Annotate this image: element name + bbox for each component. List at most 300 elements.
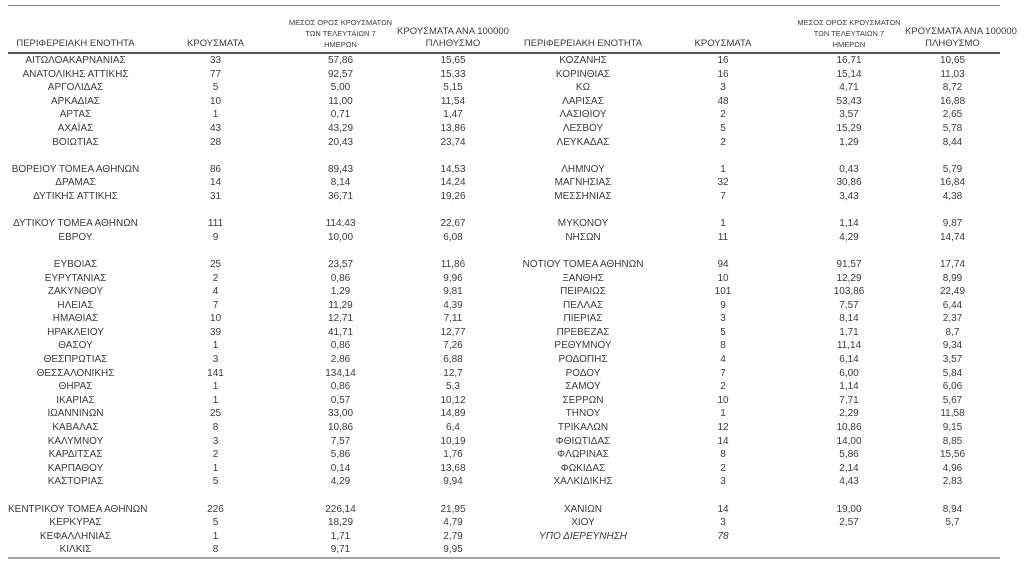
- table-row: [8, 68, 1000, 82]
- cell-avg7-left: [288, 489, 393, 503]
- cell-per100k-left: 6,88: [443, 354, 463, 366]
- header-cases-right: ΚΡΟΥΣΜΑΤΑ: [653, 6, 793, 54]
- cell-per100k-left: 13,86: [440, 122, 466, 134]
- table-row: [8, 326, 1000, 340]
- cell-region-right: ΤΡΙΚΑΛΩΝ: [557, 422, 609, 434]
- cell-region-left: ΖΑΚΥΝΘΟΥ: [47, 286, 104, 298]
- cell-per100k-left: 7,26: [443, 340, 463, 352]
- cell-avg7-right: 1,14: [839, 381, 859, 393]
- cell-region-right: ΛΑΣΙΘΙΟΥ: [559, 109, 607, 121]
- cell-region-left: ΗΛΕΙΑΣ: [57, 299, 94, 311]
- cell-region-right: ΦΩΚΙΔΑΣ: [560, 462, 606, 474]
- table-row: [8, 122, 1000, 136]
- cell-cases-left: [143, 149, 288, 163]
- cell-avg7-left: 0,86: [330, 340, 351, 352]
- cell-per100k-right: 15,56: [939, 449, 966, 461]
- table-row: [8, 136, 1000, 150]
- cell-per100k-left: 2,79: [443, 530, 463, 542]
- cell-region-right: ΜΕΣΣΗΝΙΑΣ: [554, 190, 612, 202]
- cell-per100k-right: 22,49: [939, 286, 966, 298]
- cell-avg7-left: 5,00: [330, 82, 351, 94]
- cell-cases-left: 8: [212, 544, 219, 556]
- table-row: [8, 353, 1000, 367]
- cell-region-left: ΑΡΓΟΛΙΔΑΣ: [47, 82, 104, 94]
- header-per100k-line2: ΠΛΗΘΥΣΜΟ: [925, 38, 980, 49]
- cell-region-left: ΒΟΙΩΤΙΑΣ: [52, 136, 99, 148]
- cell-cases-left: 5: [212, 82, 219, 94]
- cell-per100k-right: 8,44: [942, 136, 963, 148]
- cell-region-right: ΠΙΕΡΙΑΣ: [563, 313, 603, 325]
- cell-cases-left: 1: [212, 109, 219, 121]
- cell-avg7-right: [793, 489, 905, 503]
- cell-region-right: ΛΕΣΒΟΥ: [562, 122, 604, 134]
- cell-avg7-left: 2,86: [330, 354, 351, 366]
- cell-region-left: ΚΑΡΠΑΘΟΥ: [47, 462, 104, 474]
- cell-cases-left: 1: [212, 394, 219, 406]
- table-row: [8, 475, 1000, 489]
- cell-cases-right: [653, 543, 793, 558]
- header-avg7-line3: ΗΜΕΡΩΝ: [832, 40, 866, 49]
- cell-avg7-right: 1,14: [839, 218, 859, 230]
- cell-per100k-right: 8,94: [942, 503, 963, 515]
- cell-cases-left: 141: [207, 367, 224, 379]
- cell-avg7-left: 0,86: [330, 272, 351, 284]
- cell-avg7-right: 19,00: [836, 503, 862, 515]
- header-cases-left: ΚΡΟΥΣΜΑΤΑ: [143, 6, 288, 54]
- cell-cases-left: 9: [212, 231, 219, 243]
- cell-cases-right: 2: [720, 381, 726, 393]
- cell-region-left: ΙΚΑΡΙΑΣ: [56, 394, 95, 406]
- cell-cases-right: 3: [720, 476, 726, 488]
- cell-region-right: ΤΗΝΟΥ: [565, 408, 601, 420]
- cell-cases-left: 2: [212, 449, 219, 461]
- table-row: [8, 108, 1000, 122]
- header-per100k-left: [393, 6, 513, 54]
- cell-cases-left: 86: [209, 163, 222, 175]
- cell-avg7-right: 4,71: [839, 82, 859, 94]
- cell-cases-right: 11: [717, 231, 729, 243]
- cell-avg7-right: 16,71: [836, 55, 862, 66]
- cell-region-left: ΘΗΡΑΣ: [58, 381, 93, 393]
- cell-region-right: ΦΘΙΩΤΙΔΑΣ: [555, 435, 611, 447]
- cell-cases-left: 43: [209, 122, 222, 134]
- cell-cases-right: 16: [717, 55, 729, 66]
- table-row: [8, 258, 1000, 272]
- cell-region-left: ΚΕΦΑΛΛΗΝΙΑΣ: [39, 530, 112, 542]
- cell-avg7-left: [288, 149, 393, 163]
- cell-region-right: [513, 489, 653, 503]
- cell-avg7-left: 0,14: [330, 462, 351, 474]
- cell-per100k-right: 2,65: [942, 109, 963, 121]
- table-row: [8, 231, 1000, 245]
- table-body: [8, 53, 1000, 558]
- cell-per100k-right: 8,99: [942, 272, 963, 284]
- cell-per100k-right: 5,84: [942, 367, 963, 379]
- cell-per100k-right: 10,65: [939, 55, 966, 66]
- header-avg7-right: [793, 6, 905, 54]
- cell-per100k-left: 6,4: [446, 422, 460, 434]
- cell-avg7-left: 10,00: [327, 231, 354, 243]
- cell-avg7-left: [288, 244, 393, 258]
- cell-per100k-left: 15,65: [440, 55, 466, 66]
- cell-region-left: ΙΩΑΝΝΙΝΩΝ: [47, 408, 104, 420]
- cell-region-left: ΚΑΛΥΜΝΟΥ: [47, 435, 104, 447]
- cell-cases-right: 16: [717, 68, 729, 80]
- cell-region-right: ΧΙΟΥ: [571, 517, 595, 529]
- header-per100k-line1: ΚΡΟΥΣΜΑΤΑ ΑΝΑ 100000: [397, 26, 509, 37]
- cell-region-left: ΑΡΤΑΣ: [59, 109, 92, 121]
- table-row: [8, 435, 1000, 449]
- cell-per100k-right: 5,78: [942, 122, 963, 134]
- cell-avg7-right: 30,86: [836, 177, 862, 189]
- cell-per100k-left: 21,95: [440, 503, 466, 515]
- cell-avg7-left: 0,86: [330, 381, 351, 393]
- table-row: [8, 176, 1000, 190]
- cell-region-left: ΘΑΣΟΥ: [58, 340, 93, 352]
- cell-per100k-right: 6,06: [942, 381, 963, 393]
- cell-cases-right: 48: [717, 95, 729, 107]
- cell-region-left: ΗΡΑΚΛΕΙΟΥ: [47, 326, 104, 338]
- header-region-right: ΠΕΡΙΦΕΡΕΙΑΚΗ ΕΝΟΤΗΤΑ: [513, 6, 653, 54]
- cell-region-left: ΑΡΚΑΔΙΑΣ: [51, 95, 100, 107]
- cell-avg7-right: 2,57: [839, 517, 859, 529]
- cell-region-left: ΗΜΑΘΙΑΣ: [52, 313, 99, 325]
- cell-avg7-left: 92,57: [327, 68, 354, 80]
- cell-region-left: ΕΥΡΥΤΑΝΙΑΣ: [44, 272, 107, 284]
- cell-per100k-right: 14,74: [939, 231, 966, 243]
- cell-avg7-right: 4,43: [839, 476, 859, 488]
- cell-region-right: [513, 204, 653, 218]
- cell-avg7-right: 11,14: [836, 340, 862, 352]
- cell-region-right: ΝΟΤΙΟΥ ΤΟΜΕΑ ΑΘΗΝΩΝ: [522, 258, 644, 270]
- cell-cases-right: 10: [717, 272, 729, 284]
- cell-avg7-right: 2,14: [839, 462, 859, 474]
- table-row: [8, 339, 1000, 353]
- cell-per100k-left: 6,08: [443, 231, 463, 243]
- table-row: [8, 53, 1000, 68]
- cell-cases-left: 5: [212, 517, 219, 529]
- cell-avg7-right: 3,57: [839, 109, 859, 121]
- cell-per100k-right: 9,15: [942, 422, 963, 434]
- cell-avg7-right: 0,43: [839, 163, 859, 175]
- cell-avg7-right: [793, 244, 905, 258]
- cell-cases-right: 1: [720, 408, 726, 420]
- cell-per100k-left: 13,68: [440, 462, 466, 474]
- header-row: [8, 6, 1000, 54]
- table-row: [8, 149, 1000, 163]
- cell-cases-right: 5: [720, 122, 726, 134]
- cell-avg7-left: 0,71: [330, 109, 351, 121]
- cell-cases-left: 7: [212, 299, 219, 311]
- cell-cases-left: [143, 244, 288, 258]
- cell-avg7-left: 20,43: [327, 136, 354, 148]
- cell-per100k-left: [393, 149, 513, 163]
- cell-cases-left: 111: [207, 218, 224, 230]
- cell-per100k-right: 9,34: [942, 340, 963, 352]
- cell-cases-right: 1: [720, 163, 726, 175]
- cell-per100k-right: 9,87: [942, 218, 963, 230]
- cell-per100k-right: 8,85: [942, 435, 963, 447]
- table-row: [8, 190, 1000, 204]
- cell-cases-right: [653, 489, 793, 503]
- cell-avg7-right: 7,57: [839, 299, 859, 311]
- cell-avg7-left: 43,29: [327, 122, 354, 134]
- cell-per100k-left: 9,96: [443, 272, 463, 284]
- cell-cases-left: 3: [212, 354, 219, 366]
- cell-avg7-left: 18,29: [327, 517, 354, 529]
- cell-region-right: ΚΟΡΙΝΘΙΑΣ: [555, 68, 611, 80]
- cell-cases-right: 2: [720, 462, 726, 474]
- cell-region-right: ΝΗΣΩΝ: [565, 231, 601, 243]
- cell-region-right: ΜΑΓΝΗΣΙΑΣ: [554, 177, 612, 189]
- cell-region-left: ΔΡΑΜΑΣ: [55, 177, 96, 189]
- cell-region-left: ΚΕΡΚΥΡΑΣ: [49, 517, 102, 529]
- cell-avg7-right: 8,14: [839, 313, 859, 325]
- cell-avg7-left: [288, 204, 393, 218]
- cell-cases-left: 226: [207, 503, 224, 515]
- cell-region-right: ΠΡΕΒΕΖΑΣ: [556, 326, 610, 338]
- table-row: [8, 380, 1000, 394]
- cell-cases-right: 78: [717, 530, 729, 542]
- cell-region-right: ΠΕΛΛΑΣ: [562, 299, 604, 311]
- cell-per100k-left: 9,95: [443, 544, 463, 556]
- table-row: [8, 462, 1000, 476]
- header-avg7-line1: ΜΕΣΟΣ ΟΡΟΣ ΚΡΟΥΣΜΑΤΩΝ: [288, 18, 393, 27]
- cell-cases-left: 25: [209, 258, 222, 270]
- cell-cases-right: 101: [714, 286, 732, 298]
- cell-avg7-right: 7,71: [839, 394, 859, 406]
- cell-per100k-left: 9,81: [443, 286, 463, 298]
- cell-region-right: ΡΕΘΥΜΝΟΥ: [554, 340, 612, 352]
- cell-cases-right: 2: [720, 109, 726, 121]
- cell-per100k-left: 10,12: [440, 394, 466, 406]
- cell-per100k-right: 2,83: [942, 476, 963, 488]
- cell-region-left: ΔΥΤΙΚΟΥ ΤΟΜΕΑ ΑΘΗΝΩΝ: [13, 218, 138, 230]
- table-row: [8, 163, 1000, 177]
- cell-cases-left: 3: [212, 435, 219, 447]
- cell-cases-left: 1: [212, 462, 219, 474]
- cell-avg7-right: [793, 204, 905, 218]
- table-row: [8, 448, 1000, 462]
- table-row: [8, 95, 1000, 109]
- cell-cases-left: 28: [209, 136, 222, 148]
- cell-avg7-left: 1,29: [330, 286, 351, 298]
- cell-avg7-left: 4,29: [330, 476, 351, 488]
- cell-region-right: ΜΥΚΟΝΟΥ: [557, 218, 609, 230]
- table-row: [8, 299, 1000, 313]
- cell-region-right: [513, 543, 653, 558]
- cell-avg7-right: 2,29: [839, 408, 859, 420]
- cell-per100k-left: 22,67: [440, 218, 466, 230]
- cell-region-left: [8, 244, 143, 258]
- cell-region-left: ΘΕΣΣΑΛΟΝΙΚΗΣ: [36, 367, 115, 379]
- cell-avg7-left: 57,86: [327, 55, 354, 66]
- cell-per100k-right: 11,03: [940, 68, 965, 80]
- cell-per100k-right: [905, 244, 1000, 258]
- cell-region-left: ΚΑΣΤΟΡΙΑΣ: [47, 476, 104, 488]
- cell-per100k-right: 11,58: [940, 408, 965, 420]
- cell-region-right: ΡΟΔΟΥ: [565, 367, 601, 379]
- header-per100k-line2: ΠΛΗΘΥΣΜΟ: [425, 38, 481, 49]
- cell-avg7-left: 41,71: [327, 326, 354, 338]
- cell-avg7-right: 14,00: [836, 435, 862, 447]
- cell-cases-right: [653, 149, 793, 163]
- cell-cases-left: 4: [212, 286, 219, 298]
- cell-per100k-right: 5,67: [942, 394, 963, 406]
- cell-avg7-left: 33,00: [327, 408, 354, 420]
- cell-per100k-right: [905, 543, 1000, 558]
- cell-avg7-right: 12,29: [836, 272, 862, 284]
- cell-region-left: [8, 489, 143, 503]
- cell-region-left: ΚΕΝΤΡΙΚΟΥ ΤΟΜΕΑ ΑΘΗΝΩΝ: [8, 503, 148, 515]
- cell-per100k-left: 11,86: [440, 258, 466, 270]
- cell-cases-right: [653, 204, 793, 218]
- header-avg7-line2: ΤΩΝ ΤΕΛΕΥΤΑΙΩΝ 7: [813, 29, 885, 38]
- cell-cases-left: 1: [212, 340, 219, 352]
- table-row: [8, 272, 1000, 286]
- cell-cases-right: 9: [720, 299, 726, 311]
- cell-per100k-right: 17,74: [939, 258, 966, 270]
- cell-per100k-right: 8,72: [942, 82, 963, 94]
- cell-cases-left: 8: [212, 422, 219, 434]
- cell-per100k-right: 16,84: [939, 177, 966, 189]
- cell-region-left: ΕΥΒΟΙΑΣ: [53, 258, 98, 270]
- cell-region-right: ΡΟΔΟΠΗΣ: [558, 354, 608, 366]
- table-row: [8, 407, 1000, 421]
- cell-per100k-left: [393, 204, 513, 218]
- cell-cases-left: [143, 204, 288, 218]
- cell-per100k-left: 14,89: [440, 408, 466, 420]
- cell-cases-left: 77: [209, 68, 222, 80]
- cell-avg7-right: [793, 149, 905, 163]
- cell-cases-right: 4: [720, 354, 726, 366]
- cell-avg7-left: 114,43: [325, 218, 356, 230]
- cell-avg7-left: 7,57: [330, 435, 351, 447]
- cell-region-right: ΣΑΜΟΥ: [565, 381, 601, 393]
- cell-avg7-left: 89,43: [327, 163, 354, 175]
- cell-region-left: ΑΝΑΤΟΛΙΚΗΣ ΑΤΤΙΚΗΣ: [22, 68, 129, 80]
- cell-avg7-right: 5,86: [839, 449, 859, 461]
- cell-region-right: ΛΑΡΙΣΑΣ: [562, 95, 604, 107]
- cell-per100k-left: [393, 244, 513, 258]
- header-avg7-line2: ΤΩΝ ΤΕΛΕΥΤΑΙΩΝ 7: [305, 29, 376, 38]
- cell-per100k-right: 8,7: [945, 326, 960, 338]
- cell-cases-left: 33: [209, 55, 222, 66]
- cell-region-right: ΣΕΡΡΩΝ: [562, 394, 604, 406]
- cell-region-right: ΛΕΥΚΑΔΑΣ: [556, 136, 610, 148]
- cell-avg7-right: 103,86: [833, 286, 865, 298]
- table-row: [8, 367, 1000, 381]
- header-per100k-right: [905, 6, 1017, 54]
- cell-region-right: ΧΑΝΙΩΝ: [563, 503, 603, 515]
- cell-per100k-left: [393, 489, 513, 503]
- table-row: [8, 394, 1000, 408]
- cell-region-right: [513, 244, 653, 258]
- cell-region-right: ΞΑΝΘΗΣ: [562, 272, 604, 284]
- cell-avg7-right: [793, 543, 905, 558]
- cell-region-left: ΚΙΛΚΙΣ: [59, 544, 92, 556]
- cell-per100k-left: 12,7: [443, 367, 463, 379]
- cell-cases-right: 10: [717, 394, 729, 406]
- cell-per100k-left: 12,77: [440, 326, 466, 338]
- cell-per100k-right: [905, 489, 1000, 503]
- table-row: [8, 81, 1000, 95]
- cell-avg7-right: 1,29: [839, 136, 859, 148]
- table-row: [8, 421, 1000, 435]
- header-avg7-left: [288, 6, 393, 54]
- cell-per100k-left: 19,26: [440, 190, 466, 202]
- cell-avg7-left: 9,71: [330, 544, 351, 556]
- cell-cases-right: 14: [717, 503, 729, 515]
- cell-avg7-left: 0,57: [330, 394, 351, 406]
- cell-avg7-left: 10,86: [327, 422, 354, 434]
- cell-avg7-right: 4,29: [839, 231, 859, 243]
- table-row: [8, 503, 1000, 517]
- cell-avg7-left: 36,71: [327, 190, 354, 202]
- cell-cases-right: 94: [717, 258, 729, 270]
- cell-region-left: ΑΙΤΩΛΟΑΚΑΡΝΑΝΙΑΣ: [25, 55, 126, 66]
- cell-region-right: ΠΕΙΡΑΙΩΣ: [560, 286, 606, 298]
- cell-avg7-right: 3,43: [839, 190, 859, 202]
- cell-region-left: [8, 204, 143, 218]
- cell-region-right: ΚΩ: [575, 82, 591, 94]
- cell-region-left: ΔΥΤΙΚΗΣ ΑΤΤΙΚΗΣ: [33, 190, 118, 202]
- cell-avg7-right: 15,14: [836, 68, 862, 80]
- cell-region-left: ΑΧΑΪΑΣ: [57, 122, 94, 134]
- cell-region-right: ΥΠΟ ΔΙΕΡΕΥΝΗΣΗ: [539, 530, 627, 542]
- header-avg7-line3: ΗΜΕΡΩΝ: [324, 40, 357, 49]
- table-row: [8, 217, 1000, 231]
- cell-cases-right: 8: [720, 340, 726, 352]
- cell-avg7-left: 12,71: [327, 313, 354, 325]
- cell-region-left: ΘΕΣΠΡΩΤΙΑΣ: [43, 354, 108, 366]
- cell-cases-left: 10: [209, 313, 222, 325]
- cell-cases-right: 12: [717, 422, 729, 434]
- cell-per100k-right: 2,37: [942, 313, 963, 325]
- header-per100k-line1: ΚΡΟΥΣΜΑΤΑ ΑΝΑ 100000: [905, 26, 1017, 37]
- cell-per100k-left: 11,54: [440, 95, 466, 107]
- cell-region-right: ΛΗΜΝΟΥ: [561, 163, 605, 175]
- cell-per100k-left: 4,39: [443, 299, 463, 311]
- cell-cases-right: 3: [720, 517, 726, 529]
- cell-per100k-right: [905, 530, 1000, 544]
- cell-per100k-left: 23,74: [440, 136, 466, 148]
- cell-avg7-right: 10,86: [836, 422, 862, 434]
- cell-per100k-left: 10,19: [440, 435, 466, 447]
- cell-avg7-right: 6,14: [839, 354, 859, 366]
- cell-avg7-right: 1,71: [839, 326, 859, 338]
- cell-cases-right: 3: [720, 313, 726, 325]
- cell-region-left: ΚΑΡΔΙΤΣΑΣ: [48, 449, 103, 461]
- cell-cases-left: [143, 489, 288, 503]
- cell-region-right: ΚΟΖΑΝΗΣ: [559, 55, 607, 66]
- cell-cases-left: 25: [209, 408, 222, 420]
- table-row: [8, 516, 1000, 530]
- cell-per100k-left: 1,47: [443, 109, 463, 121]
- cell-region-left: [8, 149, 143, 163]
- cell-avg7-right: 15,29: [836, 122, 862, 134]
- header-avg7-line1: ΜΕΣΟΣ ΟΡΟΣ ΚΡΟΥΣΜΑΤΩΝ: [797, 18, 901, 27]
- cell-per100k-right: 4,96: [942, 462, 963, 474]
- cell-region-left: ΒΟΡΕΙΟΥ ΤΟΜΕΑ ΑΘΗΝΩΝ: [11, 163, 140, 175]
- cell-avg7-right: 6,00: [839, 367, 859, 379]
- table-row: [8, 244, 1000, 258]
- cell-cases-left: 14: [209, 177, 222, 189]
- cell-cases-right: [653, 244, 793, 258]
- cell-per100k-right: 4,38: [942, 190, 963, 202]
- cell-cases-right: 5: [720, 326, 726, 338]
- cell-avg7-left: 134,14: [325, 367, 356, 379]
